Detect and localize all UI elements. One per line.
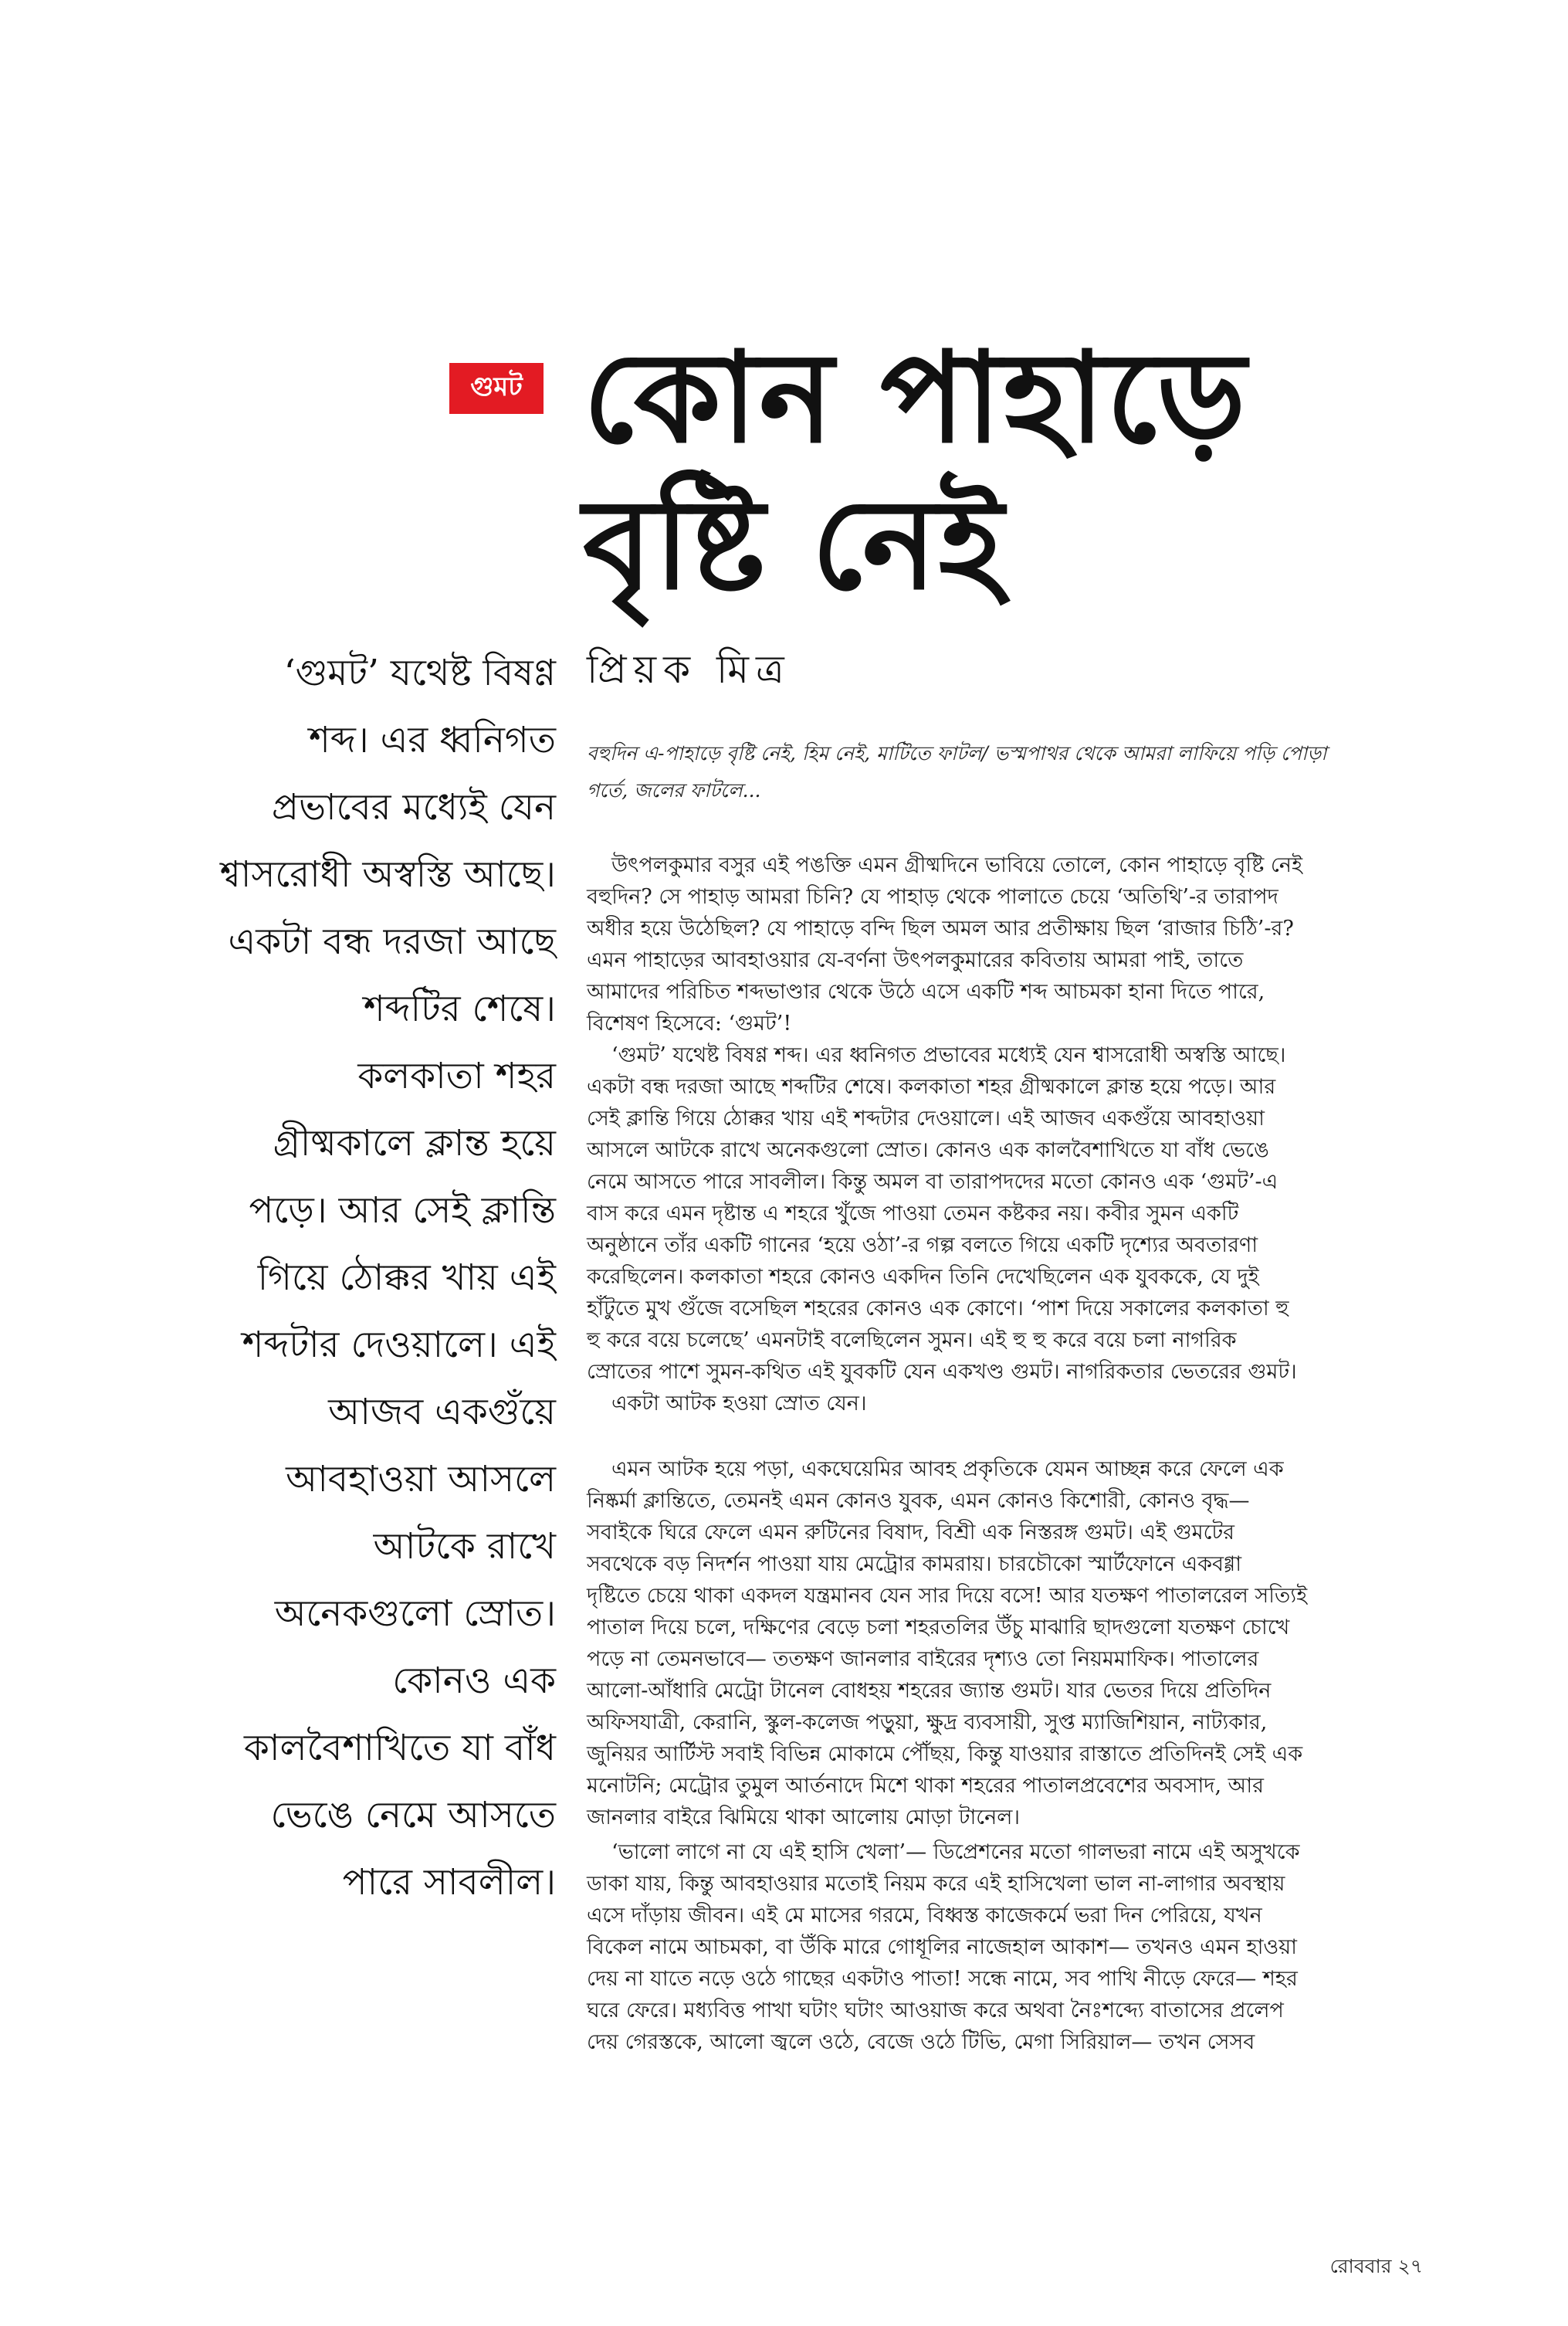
body-line: অফিসযাত্রী, কেরানি, স্কুল-কলেজ পড়ুয়া, ক্ষুদ্র ব্যবসায়ী, সুপ্ত ম্যাজিশিয়ান, নাট্যকার, (587, 1711, 1268, 1734)
body-line: দেয় না যাতে নড়ে ওঠে গাছের একটাও পাতা! সন্ধে নামে, সব পাখি নীড়ে ফেরে— শহর (587, 1967, 1298, 1991)
pull-quote (154, 639, 556, 1916)
pullquote-line: কালবৈশাখিতে যা বাঁধ (243, 1727, 556, 1769)
pullquote-line: কলকাতা শহর (357, 1055, 556, 1097)
body-line: এমন আটক হয়ে পড়া, একঘেয়েমির আবহ প্রকৃতিকে যেমন আচ্ছন্ন করে ফেলে এক (611, 1457, 1284, 1481)
body-line: ডাকা যায়, কিন্তু আবহাওয়ার মতোই নিয়ম করে এই হাসিখেলা ভাল না-লাগার অবস্থায় (587, 1872, 1285, 1896)
page-footer: রোববার ২৭ (1329, 2255, 1423, 2277)
section-tag: গুমট (449, 363, 544, 414)
body-line: স্রোতের পাশে সুমন-কথিত এই যুবকটি যেন একখণ্ড গুমট। নাগরিকতার ভেতরের গুমট। (587, 1360, 1297, 1384)
body-line: সেই ক্লান্তি গিয়ে ঠোক্কর খায় এই শব্দটার দেওয়ালে। এই আজব একগুঁয়ে আবহাওয়া (587, 1107, 1265, 1131)
pullquote-line: কোনও এক (392, 1660, 556, 1702)
pullquote-line: পড়ে। আর সেই ক্লান্তি (249, 1189, 556, 1232)
body-line: এমন পাহাড়ের আবহাওয়ার যে-বর্ণনা উৎপলকুমারের কবিতায় আমরা পাই, তাতে (587, 948, 1244, 972)
pullquote-line: পারে সাবলীল। (342, 1861, 556, 1904)
body-line: হাঁটুতে মুখ গুঁজে বসেছিল শহরের কোনও এক কোণে। ‘পাশ দিয়ে সকালের কলকাতা হু (587, 1297, 1289, 1321)
body-line: নিষ্কর্মা ক্লান্তিতে, তেমনই এমন কোনও যুবক, এমন কোনও কিশোরী, কোনও বৃদ্ধ— (587, 1489, 1250, 1513)
pullquote-line: আটকে রাখে (373, 1525, 556, 1568)
body-line: ঘরে ফেরে। মধ্যবিত্ত পাখা ঘটাং ঘটাং আওয়াজ করে অথবা নৈঃশব্দ্যে বাতাসের প্রলেপ (587, 1999, 1284, 2023)
body-line: উৎপলকুমার বসুর এই পঙক্তি এমন গ্রীষ্মদিনে ভাবিয়ে তোলে, কোন পাহাড়ে বৃষ্টি নেই (611, 853, 1303, 877)
pullquote-line: একটা বন্ধ দরজা আছে (228, 921, 556, 963)
body-paragraph-4 (587, 1836, 1421, 2058)
body-line: একটা আটক হওয়া স্রোত যেন। (611, 1392, 867, 1416)
pullquote-line: প্রভাবের মধ্যেই যেন (271, 786, 556, 829)
body-line: নেমে আসতে পারে সাবলীল। কিন্তু অমল বা তারাপদদের মতো কোনও এক ‘গুমট’-এ (587, 1170, 1278, 1194)
pullquote-line: শব্দটার দেওয়ালে। এই (242, 1324, 556, 1366)
body-line: পড়ে না তেমনভাবে— ততক্ষণ জানলার বাইরের দৃশ্যও তো নিয়মমাফিক। পাতালের (587, 1647, 1259, 1671)
body-line: দেয় গেরস্তকে, আলো জ্বলে ওঠে, বেজে ওঠে টিভি, মেগা সিরিয়াল— তখন সেসব (587, 2030, 1255, 2054)
pullquote-line: শব্দটির শেষে। (363, 988, 556, 1030)
pullquote-line: শ্বাসরোধী অস্বস্তি আছে। (219, 853, 556, 896)
title-line-2: বৃষ্টি নেই (583, 471, 1005, 618)
pullquote-line: ভেঙে নেমে আসতে (270, 1794, 556, 1836)
body-line: অধীর হয়ে উঠেছিল? যে পাহাড়ে বন্দি ছিল অমল আর প্রতীক্ষায় ছিল ‘রাজার চিঠি’-র? (587, 917, 1294, 941)
body-line: এসে দাঁড়ায় জীবন। এই মে মাসের গরমে, বিধ্বস্ত কাজেকর্মে ভরা দিন পেরিয়ে, যখন (587, 1904, 1262, 1928)
body-line: সবাইকে ঘিরে ফেলে এমন রুটিনের বিষাদ, বিশ্রী এক নিস্তরঙ্গ গুমট। এই গুমটের (587, 1521, 1235, 1544)
pullquote-line: অনেকগুলো স্রোত। (274, 1592, 556, 1635)
body-paragraph-3 (587, 1453, 1421, 1833)
title-line-1: কোন পাহাড়ে (583, 324, 1248, 471)
body-line: আমাদের পরিচিত শব্দভাণ্ডার থেকে উঠে এসে একটি শব্দ আচমকা হানা দিতে পারে, (587, 980, 1265, 1004)
body-line: অনুষ্ঠানে তাঁর একটি গানের ‘হয়ে ওঠা’-র গল্প বলতে গিয়ে একটি দৃশ্যের অবতারণা (587, 1233, 1258, 1257)
epigraph-line: গর্তে, জলের ফাটলে... (587, 779, 761, 802)
pullquote-line: ‘গুমট’ যথেষ্ট বিষণ্ণ (283, 652, 556, 694)
article-title (583, 324, 1355, 618)
epigraph-line: বহুদিন এ-পাহাড়ে বৃষ্টি নেই, হিম নেই, মাটিতে ফাটল/ ভস্মপাথর থেকে আমরা লাফিয়ে পড়ি পোড়া (587, 742, 1327, 765)
author-byline: প্রিয়ক মিত্র (587, 647, 791, 692)
body-line: একটা বন্ধ দরজা আছে শব্দটির শেষে। কলকাতা শহর গ্রীষ্মকালে ক্লান্ত হয়ে পড়ে। আর (587, 1075, 1276, 1099)
body-line: আলো-আঁধারি মেট্রো টানেল বোধহয় শহরের জ্যান্ত গুমট। যার ভেতর দিয়ে প্রতিদিন (587, 1679, 1272, 1703)
body-line: বিশেষণ হিসেবে: ‘গুমট’! (587, 1012, 792, 1036)
body-line: বহুদিন? সে পাহাড় আমরা চিনি? যে পাহাড় থেকে পালাতে চেয়ে ‘অতিথি’-র তারাপদ (587, 885, 1278, 909)
body-line: ‘ভালো লাগে না যে এই হাসি খেলা’— ডিপ্রেশনের মতো গালভরা নামে এই অসুখকে (611, 1840, 1300, 1864)
body-line: করেছিলেন। কলকাতা শহরে কোনও একদিন তিনি দেখেছিলেন এক যুবককে, যে দুই (587, 1265, 1259, 1289)
body-line: বাস করে এমন দৃষ্টান্ত এ শহরে খুঁজে পাওয়া তেমন কষ্টকর নয়। কবীর সুমন একটি (587, 1202, 1239, 1226)
pullquote-line: গ্রীষ্মকালে ক্লান্ত হয়ে (273, 1122, 556, 1165)
body-line: মনোটনি; মেট্রোর তুমুল আর্তনাদে মিশে থাকা শহরের পাতালপ্রবেশের অবসাদ, আর (587, 1774, 1264, 1798)
body-line: জুনিয়র আর্টিস্ট সবাই বিভিন্ন মোকামে পৌঁছয়, কিন্তু যাওয়ার রাস্তাতে প্রতিদিনই সেই এক (587, 1742, 1303, 1766)
pullquote-line: গিয়ে ঠোক্কর খায় এই (257, 1256, 556, 1299)
body-paragraph-2 (587, 1039, 1421, 1419)
body-paragraph-1 (587, 849, 1421, 1039)
body-line: ‘গুমট’ যথেষ্ট বিষণ্ণ শব্দ। এর ধ্বনিগত প্রভাবের মধ্যেই যেন শ্বাসরোধী অস্বস্তি আছে। (611, 1043, 1286, 1067)
pullquote-line: আবহাওয়া আসলে (286, 1458, 556, 1500)
body-line: পাতাল দিয়ে চলে, দক্ষিণের বেড়ে চলা শহরতলির উঁচু মাঝারি ছাদগুলো যতক্ষণ চোখে (587, 1616, 1290, 1639)
epigraph (587, 735, 1405, 809)
body-line: হু করে বয়ে চলেছে’ এমনটাই বলেছিলেন সুমন। এই হু হু করে বয়ে চলা নাগরিক (587, 1328, 1237, 1352)
body-line: দৃষ্টিতে চেয়ে থাকা একদল যন্ত্রমানব যেন সার দিয়ে বসে! আর যতক্ষণ পাতালরেল সত্যিই (587, 1584, 1308, 1608)
body-line: আসলে আটকে রাখে অনেকগুলো স্রোত। কোনও এক কালবৈশাখিতে যা বাঁধ ভেঙে (587, 1138, 1269, 1162)
pullquote-line: শব্দ। এর ধ্বনিগত (309, 719, 556, 761)
body-line: সবথেকে বড় নিদর্শন পাওয়া যায় মেট্রোর কামরায়। চারচৌকো স্মার্টফোনে একবগ্গা (587, 1552, 1242, 1576)
pullquote-line: আজব একগুঁয়ে (328, 1391, 556, 1433)
body-line: বিকেল নামে আচমকা, বা উঁকি মারে গোধূলির নাজেহাল আকাশ— তখনও এমন হাওয়া (587, 1935, 1298, 1959)
body-line: জানলার বাইরে ঝিমিয়ে থাকা আলোয় মোড়া টানেল। (587, 1806, 1021, 1829)
